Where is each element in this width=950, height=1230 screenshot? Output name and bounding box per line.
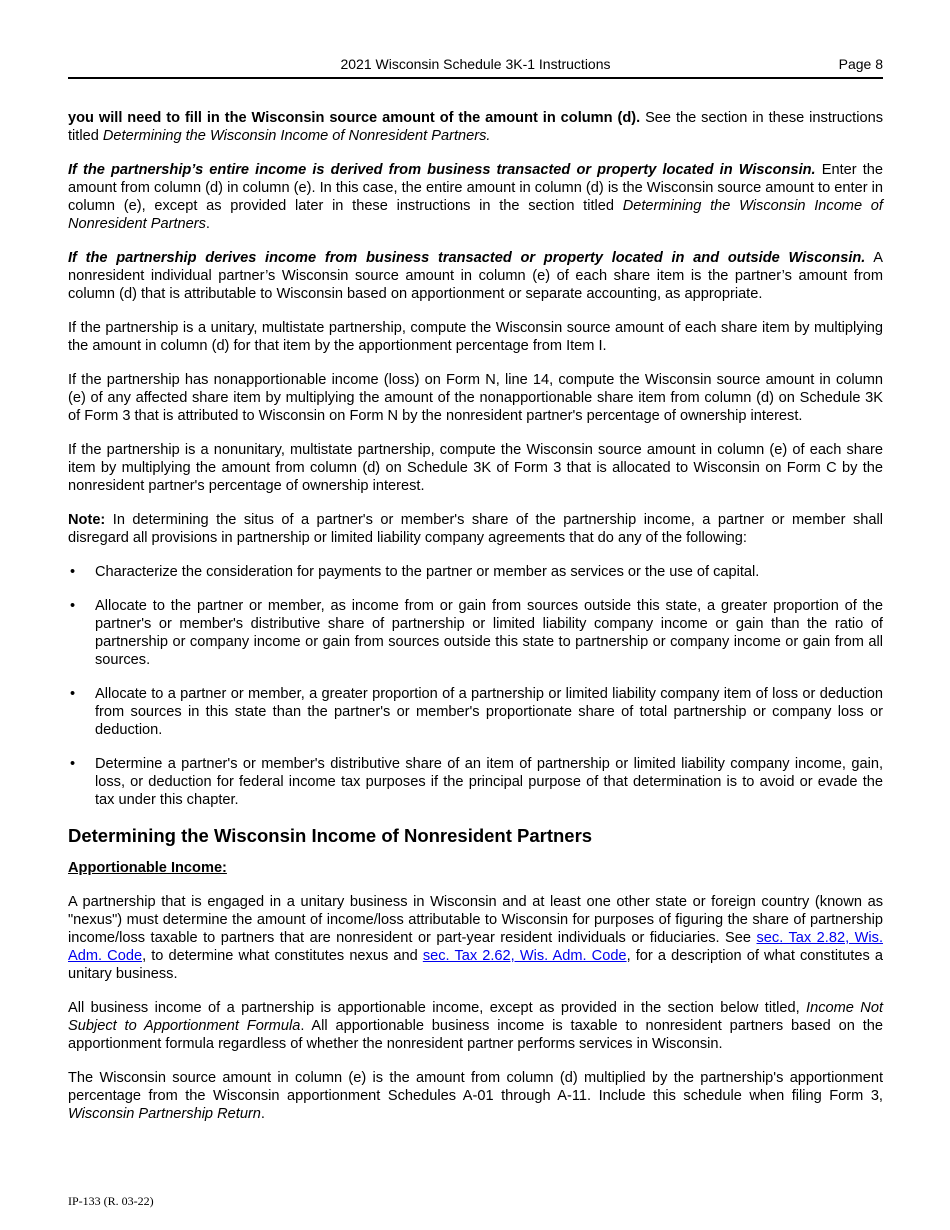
text: . All apportionable business income is taxable to nonresident partners based on the apportionment formula regardless of whether the nonresident partner performs services in Wisconsin. bbox=[68, 1018, 883, 1052]
text: A partnership that is engaged in a unitary business in Wisconsin and at least one other state or foreign country (known as "nexus") must determine the amount of income/loss attributable to Wisconsin for purposes of figuring the share of partnership income/loss taxable to partners that are nonresident or part-year resident individuals or fiduciaries. See bbox=[68, 894, 883, 946]
paragraph bbox=[68, 109, 883, 145]
page-header bbox=[68, 55, 883, 79]
paragraph: If the partnership has nonapportionable income (loss) on Form N, line 14, compute the Wisconsin source amount in column (e) of any affected share item by multiplying the amount of the nonapportionable share item from column (d) on Schedule 3K of Form 3 that is attributed to Wisconsin on Form N by the nonresident partner's percentage of ownership interest. bbox=[68, 372, 883, 424]
italic-text: Determining the Wisconsin Income of Nonresident Partners bbox=[68, 198, 883, 232]
list-item-text: Allocate to the partner or member, as income from or gain from sources outside this state, a greater proportion of the partner's or member's distributive share of partnership or limited liability company income or gain than the ratio of partnership or company income or gain from sources outside this state to partnership or company income or gain from all sources. bbox=[95, 598, 883, 668]
list-item bbox=[68, 685, 883, 739]
text: The Wisconsin source amount in column (e) is the amount from column (d) multiplied by the partnership's apportionment percentage from the Wisconsin apportionment Schedules A-01 through A-11. Include this schedule when filing Form 3, bbox=[68, 1070, 883, 1104]
form-number-footer: IP-133 (R. 03-22) bbox=[68, 1194, 154, 1208]
text: A nonresident individual partner’s Wisconsin source amount in column (e) of each share item is the partner’s amount from column (d) that is attributable to Wisconsin based on apportionment or separate accounting, as appropriate. bbox=[68, 250, 883, 302]
document-title: 2021 Wisconsin Schedule 3K-1 Instructions bbox=[340, 56, 611, 72]
paragraph bbox=[68, 161, 883, 233]
list-item-text: Characterize the consideration for payments to the partner or member as services or the use of capital. bbox=[95, 564, 760, 580]
page-number: Page 8 bbox=[838, 56, 883, 72]
text: . bbox=[205, 216, 210, 232]
text: . bbox=[260, 1106, 265, 1122]
bullet-icon: • bbox=[70, 756, 76, 772]
note-paragraph bbox=[68, 511, 883, 547]
bullet-icon: • bbox=[70, 564, 76, 580]
bullet-icon: • bbox=[70, 598, 76, 614]
list-item bbox=[68, 563, 883, 581]
text: , for a description of what constitutes a unitary business. bbox=[68, 948, 883, 982]
text: , to determine what constitutes nexus and bbox=[142, 948, 423, 964]
text: See the section in these instructions titled bbox=[68, 110, 883, 144]
paragraph bbox=[68, 1069, 883, 1123]
bold-italic-text: If the partnership derives income from business transacted or property located in and outside Wisconsin. bbox=[68, 250, 866, 266]
list-item bbox=[68, 755, 883, 809]
paragraph bbox=[68, 999, 883, 1053]
italic-text: Determining the Wisconsin Income of Nonresident Partners. bbox=[102, 128, 491, 144]
list-item-text: Allocate to a partner or member, a greater proportion of a partnership or limited liability company item of loss or deduction from sources in this state than the partner's or member's proportionate share of total partnership or company loss or deduction. bbox=[95, 686, 883, 738]
list-item bbox=[68, 597, 883, 669]
text: Enter the amount from column (d) in column (e). In this case, the entire amount in column (d) is the Wisconsin source amount to enter in column (e), except as provided later in these instructions in the section titled bbox=[68, 162, 884, 214]
bullet-icon: • bbox=[70, 686, 76, 702]
list-item-text: Determine a partner's or member's distributive share of an item of partnership or limited liability company income, gain, loss, or deduction for federal income tax purposes if the principal purpose of that determination is to avoid or evade the tax under this chapter. bbox=[95, 756, 883, 808]
note-label: Note: bbox=[68, 512, 106, 528]
bold-italic-text: If the partnership’s entire income is derived from business transacted or property located in Wisconsin. bbox=[68, 162, 816, 178]
tax-2-82-link[interactable]: sec. Tax 2.82, Wis. Adm. Code bbox=[68, 930, 884, 964]
page-content bbox=[68, 109, 883, 1139]
paragraph: If the partnership is a unitary, multistate partnership, compute the Wisconsin source amount of each share item by multiplying the amount in column (d) for that item by the apportionment percentage from Item I. bbox=[68, 320, 883, 354]
paragraph bbox=[68, 249, 883, 303]
bullet-list bbox=[68, 563, 883, 809]
text: All business income of a partnership is apportionable income, except as provided in the section below titled, bbox=[68, 1000, 807, 1016]
bold-text: you will need to fill in the Wisconsin source amount of the amount in column (d). bbox=[68, 110, 641, 126]
paragraph bbox=[68, 893, 883, 983]
paragraph: If the partnership is a nonunitary, multistate partnership, compute the Wisconsin source amount in column (e) of each share item by multiplying the amount from column (d) on Schedule 3K of Form 3 that is allocated to Wisconsin on Form C by the nonresident partner's percentage of ownership interest. bbox=[68, 442, 883, 494]
text: In determining the situs of a partner's or member's share of the partnership income, a partner or member shall disregard all provisions in partnership or limited liability company agreements that do any of the following: bbox=[68, 512, 883, 546]
tax-2-62-link[interactable]: sec. Tax 2.62, Wis. Adm. Code bbox=[422, 948, 627, 964]
section-heading: Determining the Wisconsin Income of Nonresident Partners bbox=[68, 825, 593, 846]
italic-text: Wisconsin Partnership Return bbox=[68, 1106, 261, 1122]
subsection-heading: Apportionable Income: bbox=[68, 860, 227, 876]
italic-text: Income Not Subject to Apportionment Formula bbox=[68, 1000, 883, 1034]
